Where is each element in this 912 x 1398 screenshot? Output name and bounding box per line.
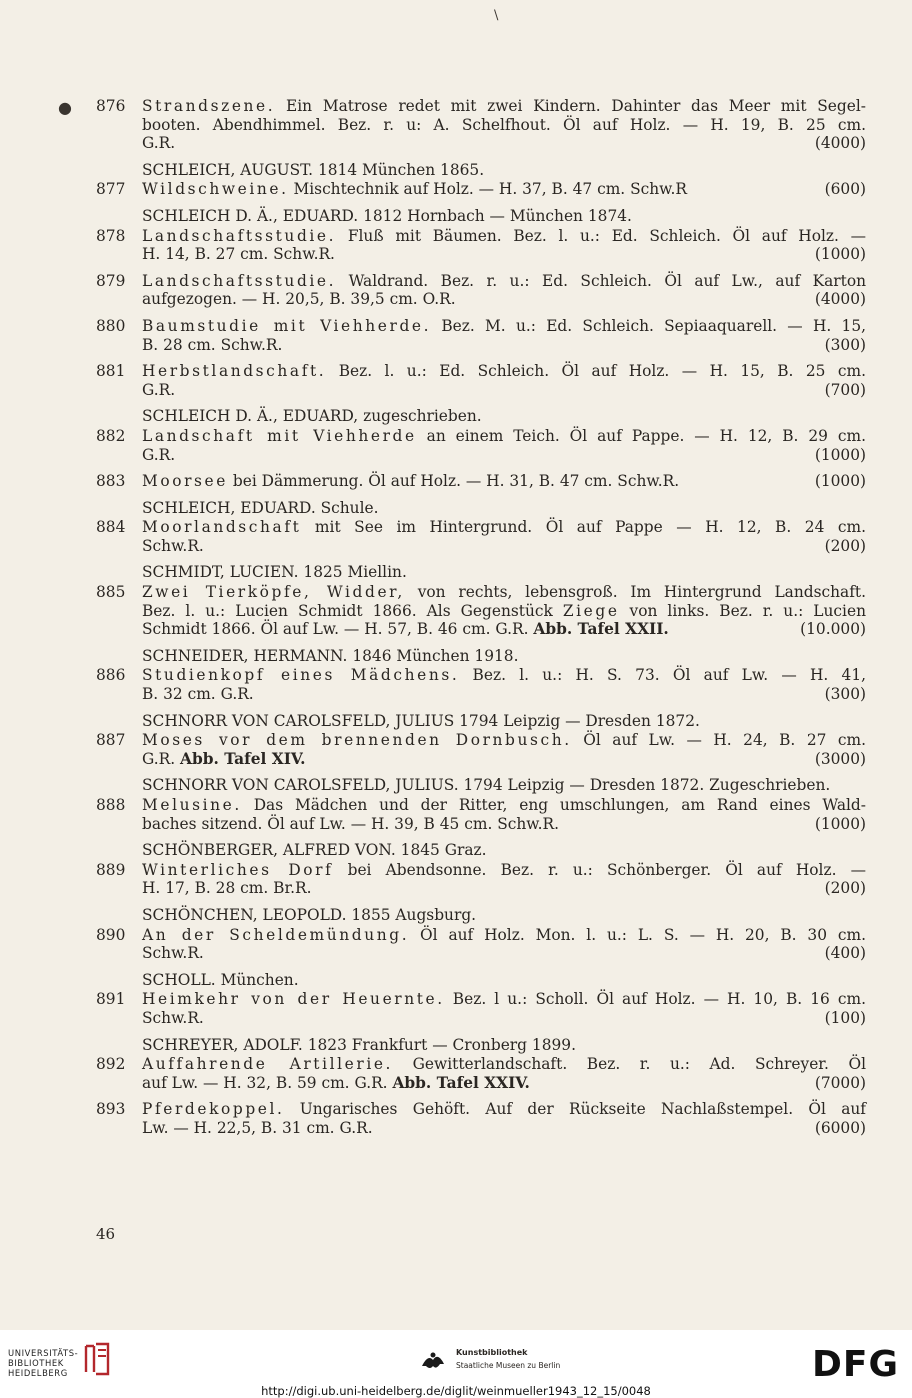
text-run: H. 17, B. 28 cm. Br.R. <box>142 879 312 898</box>
artwork-title: Winterliches Dorf <box>142 860 334 879</box>
description-line <box>142 134 866 153</box>
artwork-title: Baumstudie mit Viehherde. <box>142 316 432 335</box>
line-text <box>142 446 175 465</box>
lot-description <box>142 666 866 703</box>
estimate-price: (300) <box>824 335 866 354</box>
estimate-price: (300) <box>824 685 866 704</box>
artwork-title: Studienkopf eines Mädchens. <box>142 666 460 685</box>
artwork-title: Zwei Tierköpfe, Widder, <box>142 583 405 602</box>
description-line <box>142 381 866 400</box>
description-line <box>142 685 866 704</box>
plate-reference: Abb. Tafel XIV. <box>180 749 306 768</box>
text-run: G.R. <box>142 749 181 768</box>
estimate-price: (200) <box>824 536 866 555</box>
text-run: Ungarisches Gehöft. Auf der Rückseite Nachlaßstempel. Öl auf <box>284 1100 866 1119</box>
plate-reference: Abb. Tafel XXII. <box>533 620 669 639</box>
artist-heading: SCHOLL. München. <box>142 970 299 989</box>
description-line <box>142 362 866 381</box>
text-run: baches sitzend. Öl auf Lw. — H. 39, B 45 cm. Schw.R. <box>142 814 560 833</box>
catalog-entry <box>96 861 866 898</box>
text-run: Schw.R. <box>142 1008 204 1027</box>
line-text <box>142 944 204 963</box>
artwork-title: Pferdekoppel. <box>142 1100 285 1119</box>
lot-number: 884 <box>96 518 126 537</box>
line-text <box>142 731 866 749</box>
description-line <box>142 796 866 815</box>
estimate-price: (4000) <box>814 134 866 153</box>
line-text <box>142 134 175 153</box>
catalog-entry <box>96 583 866 639</box>
catalog-entry <box>96 1055 866 1092</box>
line-text <box>142 537 204 556</box>
university-line: UNIVERSITÄTS- <box>8 1348 79 1358</box>
estimate-price: (7000) <box>814 1073 866 1092</box>
description-line <box>142 750 866 769</box>
description-line <box>142 815 866 834</box>
description-line <box>142 97 866 116</box>
catalog-entry <box>96 472 866 491</box>
catalog-entry <box>96 796 866 833</box>
line-text <box>142 620 669 639</box>
description-line <box>142 272 866 291</box>
artwork-title: Melusine. <box>142 796 242 814</box>
dfg-logo[interactable]: DFG <box>812 1344 900 1385</box>
text-run: B. 32 cm. G.R. <box>142 685 254 704</box>
text-run: Bez. l. u.: Lucien Schmidt 1866. Als Gegenstück <box>142 601 563 620</box>
text-run: Lw. — H. 22,5, B. 31 cm. G.R. <box>142 1118 373 1137</box>
lot-description <box>142 796 866 833</box>
lot-description <box>142 1055 866 1092</box>
lot-number: 881 <box>96 362 126 381</box>
line-text <box>142 180 687 199</box>
description-line <box>142 944 866 963</box>
lot-number: 892 <box>96 1055 126 1074</box>
catalog-entry <box>96 990 866 1027</box>
line-text <box>142 317 866 335</box>
text-run: auf Lw. — H. 32, B. 59 cm. G.R. <box>142 1073 393 1092</box>
text-run: H. 14, B. 27 cm. Schw.R. <box>142 245 335 264</box>
lot-description <box>142 990 866 1027</box>
line-text <box>142 666 866 684</box>
line-text <box>142 272 866 290</box>
catalog-entry <box>96 97 866 153</box>
lot-description <box>142 317 866 354</box>
description-line <box>142 879 866 898</box>
line-text <box>142 583 866 601</box>
description-line <box>142 666 866 685</box>
artwork-title: Landschaftsstudie. <box>142 226 337 245</box>
lot-number: 889 <box>96 860 126 879</box>
lot-description <box>142 180 866 199</box>
line-text <box>142 336 282 355</box>
text-run: G.R. <box>142 445 176 464</box>
artwork-title: Moorlandschaft <box>142 518 302 537</box>
estimate-price: (1000) <box>814 814 866 833</box>
text-run: aufgezogen. — H. 20,5, B. 39,5 cm. O.R. <box>142 290 456 309</box>
lot-description <box>142 583 866 639</box>
lot-number: 891 <box>96 990 126 1009</box>
description-line <box>142 446 866 465</box>
text-run: Ein Matrose redet mit zwei Kindern. Dahinter das Meer mit Segel- <box>275 97 866 115</box>
artist-heading: SCHLEICH, EDUARD. Schule. <box>142 498 379 517</box>
line-text <box>142 815 559 834</box>
description-line <box>142 290 866 309</box>
lot-description <box>142 926 866 963</box>
ink-dot-icon: ● <box>58 98 72 117</box>
lot-number: 893 <box>96 1100 126 1119</box>
university-library-label[interactable] <box>8 1348 78 1378</box>
lot-number: 877 <box>96 180 126 199</box>
description-line <box>142 620 866 639</box>
line-text <box>142 1009 204 1028</box>
digitization-footer <box>0 1330 912 1398</box>
catalog-entry <box>96 427 866 464</box>
text-run: Öl auf Holz. Mon. l. u.: L. S. — H. 20, B. 30 cm. <box>409 925 866 944</box>
university-line: BIBLIOTHEK <box>8 1358 64 1368</box>
estimate-price: (400) <box>824 944 866 963</box>
line-text <box>142 97 866 115</box>
text-run: Das Mädchen und der Ritter, eng umschlungen, am Rand eines Wald- <box>241 796 866 814</box>
artist-heading: SCHLEICH D. Ä., EDUARD, zugeschrieben. <box>142 407 482 426</box>
text-run: Schw.R. <box>142 944 204 963</box>
artwork-title: An der Scheldemündung. <box>142 925 410 944</box>
estimate-price: (3000) <box>814 749 866 768</box>
artwork-title: Landschaft mit Viehherde <box>142 426 417 445</box>
permalink-url[interactable]: http://digi.ub.uni-heidelberg.de/diglit/weinmueller1943_12_15/0048 <box>261 1384 651 1398</box>
text-run: Schw.R. <box>142 536 204 555</box>
description-line <box>142 1055 866 1074</box>
catalog-entry <box>96 1100 866 1137</box>
text-run: Bez. l u.: Scholl. Öl auf Holz. — H. 10, B. 16 cm. <box>444 990 866 1009</box>
catalog-entry <box>96 227 866 264</box>
artist-heading: SCHÖNBERGER, ALFRED VON. 1845 Graz. <box>142 841 487 860</box>
description-line <box>142 602 866 621</box>
lot-description <box>142 97 866 153</box>
line-text <box>142 796 866 814</box>
text-run: G.R. <box>142 134 176 153</box>
catalog-entry <box>96 317 866 354</box>
estimate-price: (700) <box>824 380 866 399</box>
text-run: Bez. M. u.: Ed. Schleich. Sepiaaquarell. — H. 15, <box>431 316 867 335</box>
description-line <box>142 1100 866 1119</box>
text-run: mit See im Hintergrund. Öl auf Pappe — H. 12, B. 24 cm. <box>301 518 866 537</box>
text-run: Fluß mit Bäumen. Bez. l. u.: Ed. Schleich. Öl auf Holz. — <box>336 226 866 245</box>
lot-description <box>142 362 866 399</box>
description-line <box>142 990 866 1009</box>
artwork-title: Heimkehr von der Heuernte. <box>142 990 445 1009</box>
text-run: von rechts, lebensgroß. Im Hintergrund Landschaft. <box>404 583 866 602</box>
text-run: Gewitterlandschaft. Bez. r. u.: Ad. Schreyer. Öl <box>393 1055 866 1074</box>
text-run: Mischtechnik auf Holz. — H. 37, B. 47 cm. Schw.R <box>288 180 687 199</box>
line-text <box>142 518 866 536</box>
description-line <box>142 317 866 336</box>
description-line <box>142 518 866 537</box>
page-number: 46 <box>96 1225 116 1243</box>
estimate-price: (1000) <box>814 445 866 464</box>
text-run: Waldrand. Bez. r. u.: Ed. Schleich. Öl auf Lw., auf Karton <box>336 271 866 290</box>
artwork-title: Landschaftsstudie. <box>142 271 337 290</box>
line-text <box>142 227 866 245</box>
text-run: G.R. <box>142 380 176 399</box>
description-line <box>142 861 866 880</box>
line-text <box>142 362 866 380</box>
artist-heading: SCHNORR VON CAROLSFELD, JULIUS. 1794 Leipzig — Dresden 1872. Zugeschrieben. <box>142 776 831 795</box>
artwork-title: Wildschweine. <box>142 180 289 199</box>
text-run: Bez. l. u.: H. S. 73. Öl auf Lw. — H. 41, <box>459 666 866 685</box>
line-text <box>142 116 866 134</box>
description-line <box>142 245 866 264</box>
description-line <box>142 116 866 135</box>
line-text <box>142 1055 866 1073</box>
line-text <box>142 472 679 491</box>
estimate-price: (100) <box>824 1008 866 1027</box>
lot-description <box>142 472 866 491</box>
lot-description <box>142 731 866 768</box>
line-text <box>142 602 866 620</box>
estimate-price: (10.000) <box>800 620 866 639</box>
text-run: bei Abendsonne. Bez. r. u.: Schönberger. Öl auf Holz. — <box>333 860 867 879</box>
estimate-price: (1000) <box>814 245 866 264</box>
line-text <box>142 1100 866 1118</box>
museum-logo[interactable] <box>418 1348 561 1378</box>
lot-number: 879 <box>96 271 126 290</box>
description-line <box>142 336 866 355</box>
line-text <box>142 861 866 879</box>
lot-number: 880 <box>96 316 126 335</box>
lot-description <box>142 1100 866 1137</box>
university-logo-icon[interactable] <box>82 1342 112 1376</box>
lot-description <box>142 227 866 264</box>
description-line <box>142 227 866 246</box>
line-text <box>142 879 312 898</box>
line-text <box>142 1119 373 1138</box>
description-line <box>142 427 866 446</box>
line-text <box>142 750 306 769</box>
text-run: B. 28 cm. Schw.R. <box>142 335 283 354</box>
university-line: HEIDELBERG <box>8 1368 68 1378</box>
artwork-title: Moses vor dem brennenden Dornbusch. <box>142 731 572 750</box>
artist-heading: SCHREYER, ADOLF. 1823 Frankfurt — Cronberg 1899. <box>142 1035 576 1054</box>
estimate-price: (6000) <box>814 1118 866 1137</box>
lot-number: 888 <box>96 796 126 814</box>
lot-description <box>142 427 866 464</box>
description-line <box>142 926 866 945</box>
catalog-entry <box>96 731 866 768</box>
description-line <box>142 1074 866 1093</box>
museum-subtitle: Staatliche Museen zu Berlin <box>456 1361 561 1370</box>
artwork-title: Herbstlandschaft. <box>142 362 327 381</box>
lot-number: 883 <box>96 472 126 491</box>
lot-number: 876 <box>96 97 126 115</box>
artist-heading: SCHLEICH D. Ä., EDUARD. 1812 Hornbach — München 1874. <box>142 206 632 225</box>
line-text <box>142 381 175 400</box>
text-run: booten. Abendhimmel. Bez. r. u: A. Schelfhout. Öl auf Holz. — H. 19, B. 25 cm. <box>142 115 866 134</box>
plate-reference: Abb. Tafel XXIV. <box>392 1073 530 1092</box>
text-run: Bez. l. u.: Ed. Schleich. Öl auf Holz. — H. 15, B. 25 cm. <box>326 362 866 381</box>
estimate-price: (600) <box>824 180 866 199</box>
lot-number: 887 <box>96 731 126 750</box>
catalog-entry <box>96 926 866 963</box>
line-text <box>142 685 254 704</box>
lot-number: 890 <box>96 925 126 944</box>
description-line <box>142 472 866 491</box>
description-line <box>142 537 866 556</box>
catalog-entry <box>96 272 866 309</box>
museum-eagle-icon <box>418 1348 448 1374</box>
line-text <box>142 926 866 944</box>
scan-mark: \ <box>494 8 499 23</box>
lot-number: 878 <box>96 226 126 245</box>
description-line <box>142 1119 866 1138</box>
text-run: an einem Teich. Öl auf Pappe. — H. 12, B. 29 cm. <box>416 426 866 445</box>
artist-heading: SCHNORR VON CAROLSFELD, JULIUS 1794 Leipzig — Dresden 1872. <box>142 711 700 730</box>
catalog-entries <box>96 97 866 1146</box>
text-run: Öl auf Lw. — H. 24, B. 27 cm. <box>571 731 866 750</box>
text-run: von links. Bez. r. u.: Lucien <box>619 601 866 620</box>
artist-heading: SCHMIDT, LUCIEN. 1825 Miellin. <box>142 563 407 582</box>
catalog-entry <box>96 362 866 399</box>
catalog-entry <box>96 518 866 555</box>
line-text <box>142 245 335 264</box>
artist-heading: SCHÖNCHEN, LEOPOLD. 1855 Augsburg. <box>142 905 477 924</box>
lot-description <box>142 518 866 555</box>
catalog-entry <box>96 666 866 703</box>
lot-number: 882 <box>96 426 126 445</box>
text-run: bei Dämmerung. Öl auf Holz. — H. 31, B. 47 cm. Schw.R. <box>227 472 680 491</box>
catalog-entry <box>96 180 866 199</box>
line-text <box>142 990 866 1008</box>
artist-heading: SCHNEIDER, HERMANN. 1846 München 1918. <box>142 646 519 665</box>
artwork-title: Ziege <box>562 601 620 620</box>
museum-title: Kunstbibliothek <box>456 1348 528 1357</box>
estimate-price: (1000) <box>814 472 866 491</box>
lot-description <box>142 272 866 309</box>
lot-description <box>142 861 866 898</box>
estimate-price: (4000) <box>814 290 866 309</box>
estimate-price: (200) <box>824 879 866 898</box>
description-line <box>142 1009 866 1028</box>
artwork-title: Auffahrende Artillerie. <box>142 1055 394 1074</box>
description-line <box>142 583 866 602</box>
lot-number: 886 <box>96 666 126 685</box>
description-line <box>142 731 866 750</box>
text-run: Schmidt 1866. Öl auf Lw. — H. 57, B. 46 cm. G.R. <box>142 620 534 639</box>
line-text <box>142 290 456 309</box>
line-text <box>142 427 866 445</box>
artist-heading: SCHLEICH, AUGUST. 1814 München 1865. <box>142 160 485 179</box>
line-text <box>142 1074 530 1093</box>
artwork-title: Moorsee <box>142 472 228 491</box>
artwork-title: Strandszene. <box>142 97 276 115</box>
lot-number: 885 <box>96 583 126 602</box>
description-line <box>142 180 866 199</box>
